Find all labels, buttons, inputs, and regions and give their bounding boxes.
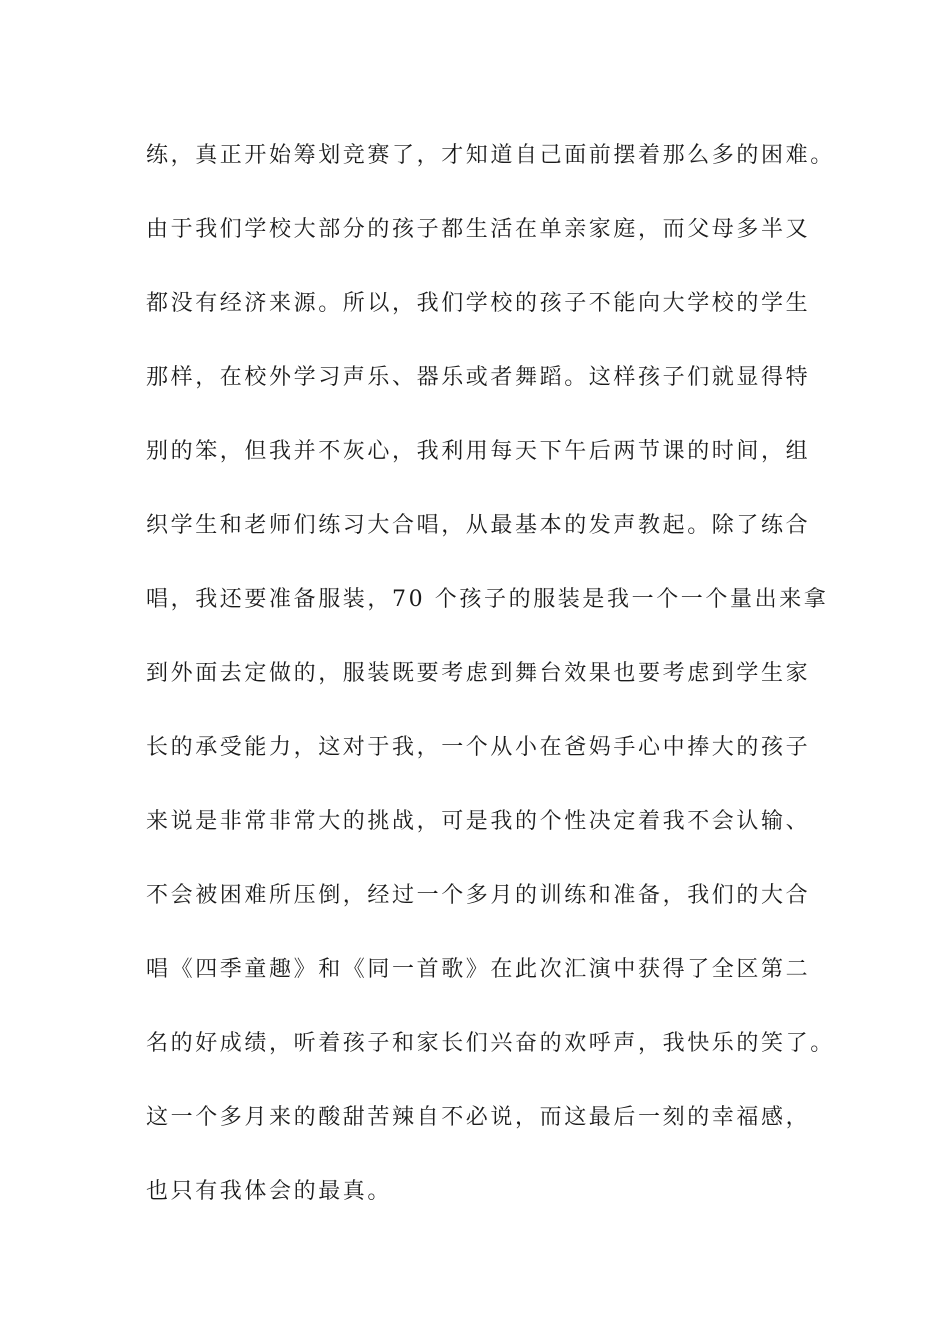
text-line: 都没有经济来源。所以，我们学校的孩子不能向大学校的学生 [146, 291, 811, 316]
text-line: 长的承受能力，这对于我，一个从小在爸妈手心中捧大的孩子 [146, 735, 811, 760]
text-line: 这一个多月来的酸甜苦辣自不必说，而这最后一刻的幸福感， [146, 1105, 811, 1130]
text-line: 到外面去定做的，服装既要考虑到舞台效果也要考虑到学生家 [146, 661, 811, 686]
text-line: 那样，在校外学习声乐、器乐或者舞蹈。这样孩子们就显得特 [146, 365, 811, 390]
text-line: 练，真正开始筹划竞赛了，才知道自己面前摆着那么多的困难。 [146, 143, 835, 168]
text-line: 唱《四季童趣》和《同一首歌》在此次汇演中获得了全区第二 [146, 957, 811, 982]
body-text [146, 130, 835, 1240]
text-line: 名的好成绩，听着孩子和家长们兴奋的欢呼声，我快乐的笑了。 [146, 1031, 835, 1056]
text-line: 来说是非常非常大的挑战，可是我的个性决定着我不会认输、 [146, 809, 811, 834]
text-line: 也只有我体会的最真。 [146, 1179, 393, 1204]
text-line: 不会被困难所压倒，经过一个多月的训练和准备，我们的大合 [146, 883, 811, 908]
text-line: 别的笨，但我并不灰心，我利用每天下午后两节课的时间，组 [146, 439, 811, 464]
text-line: 唱，我还要准备服装，70 个孩子的服装是我一个一个量出来拿 [146, 587, 829, 612]
text-line: 织学生和老师们练习大合唱，从最基本的发声教起。除了练合 [146, 513, 811, 538]
text-line: 由于我们学校大部分的孩子都生活在单亲家庭，而父母多半又 [146, 217, 811, 242]
